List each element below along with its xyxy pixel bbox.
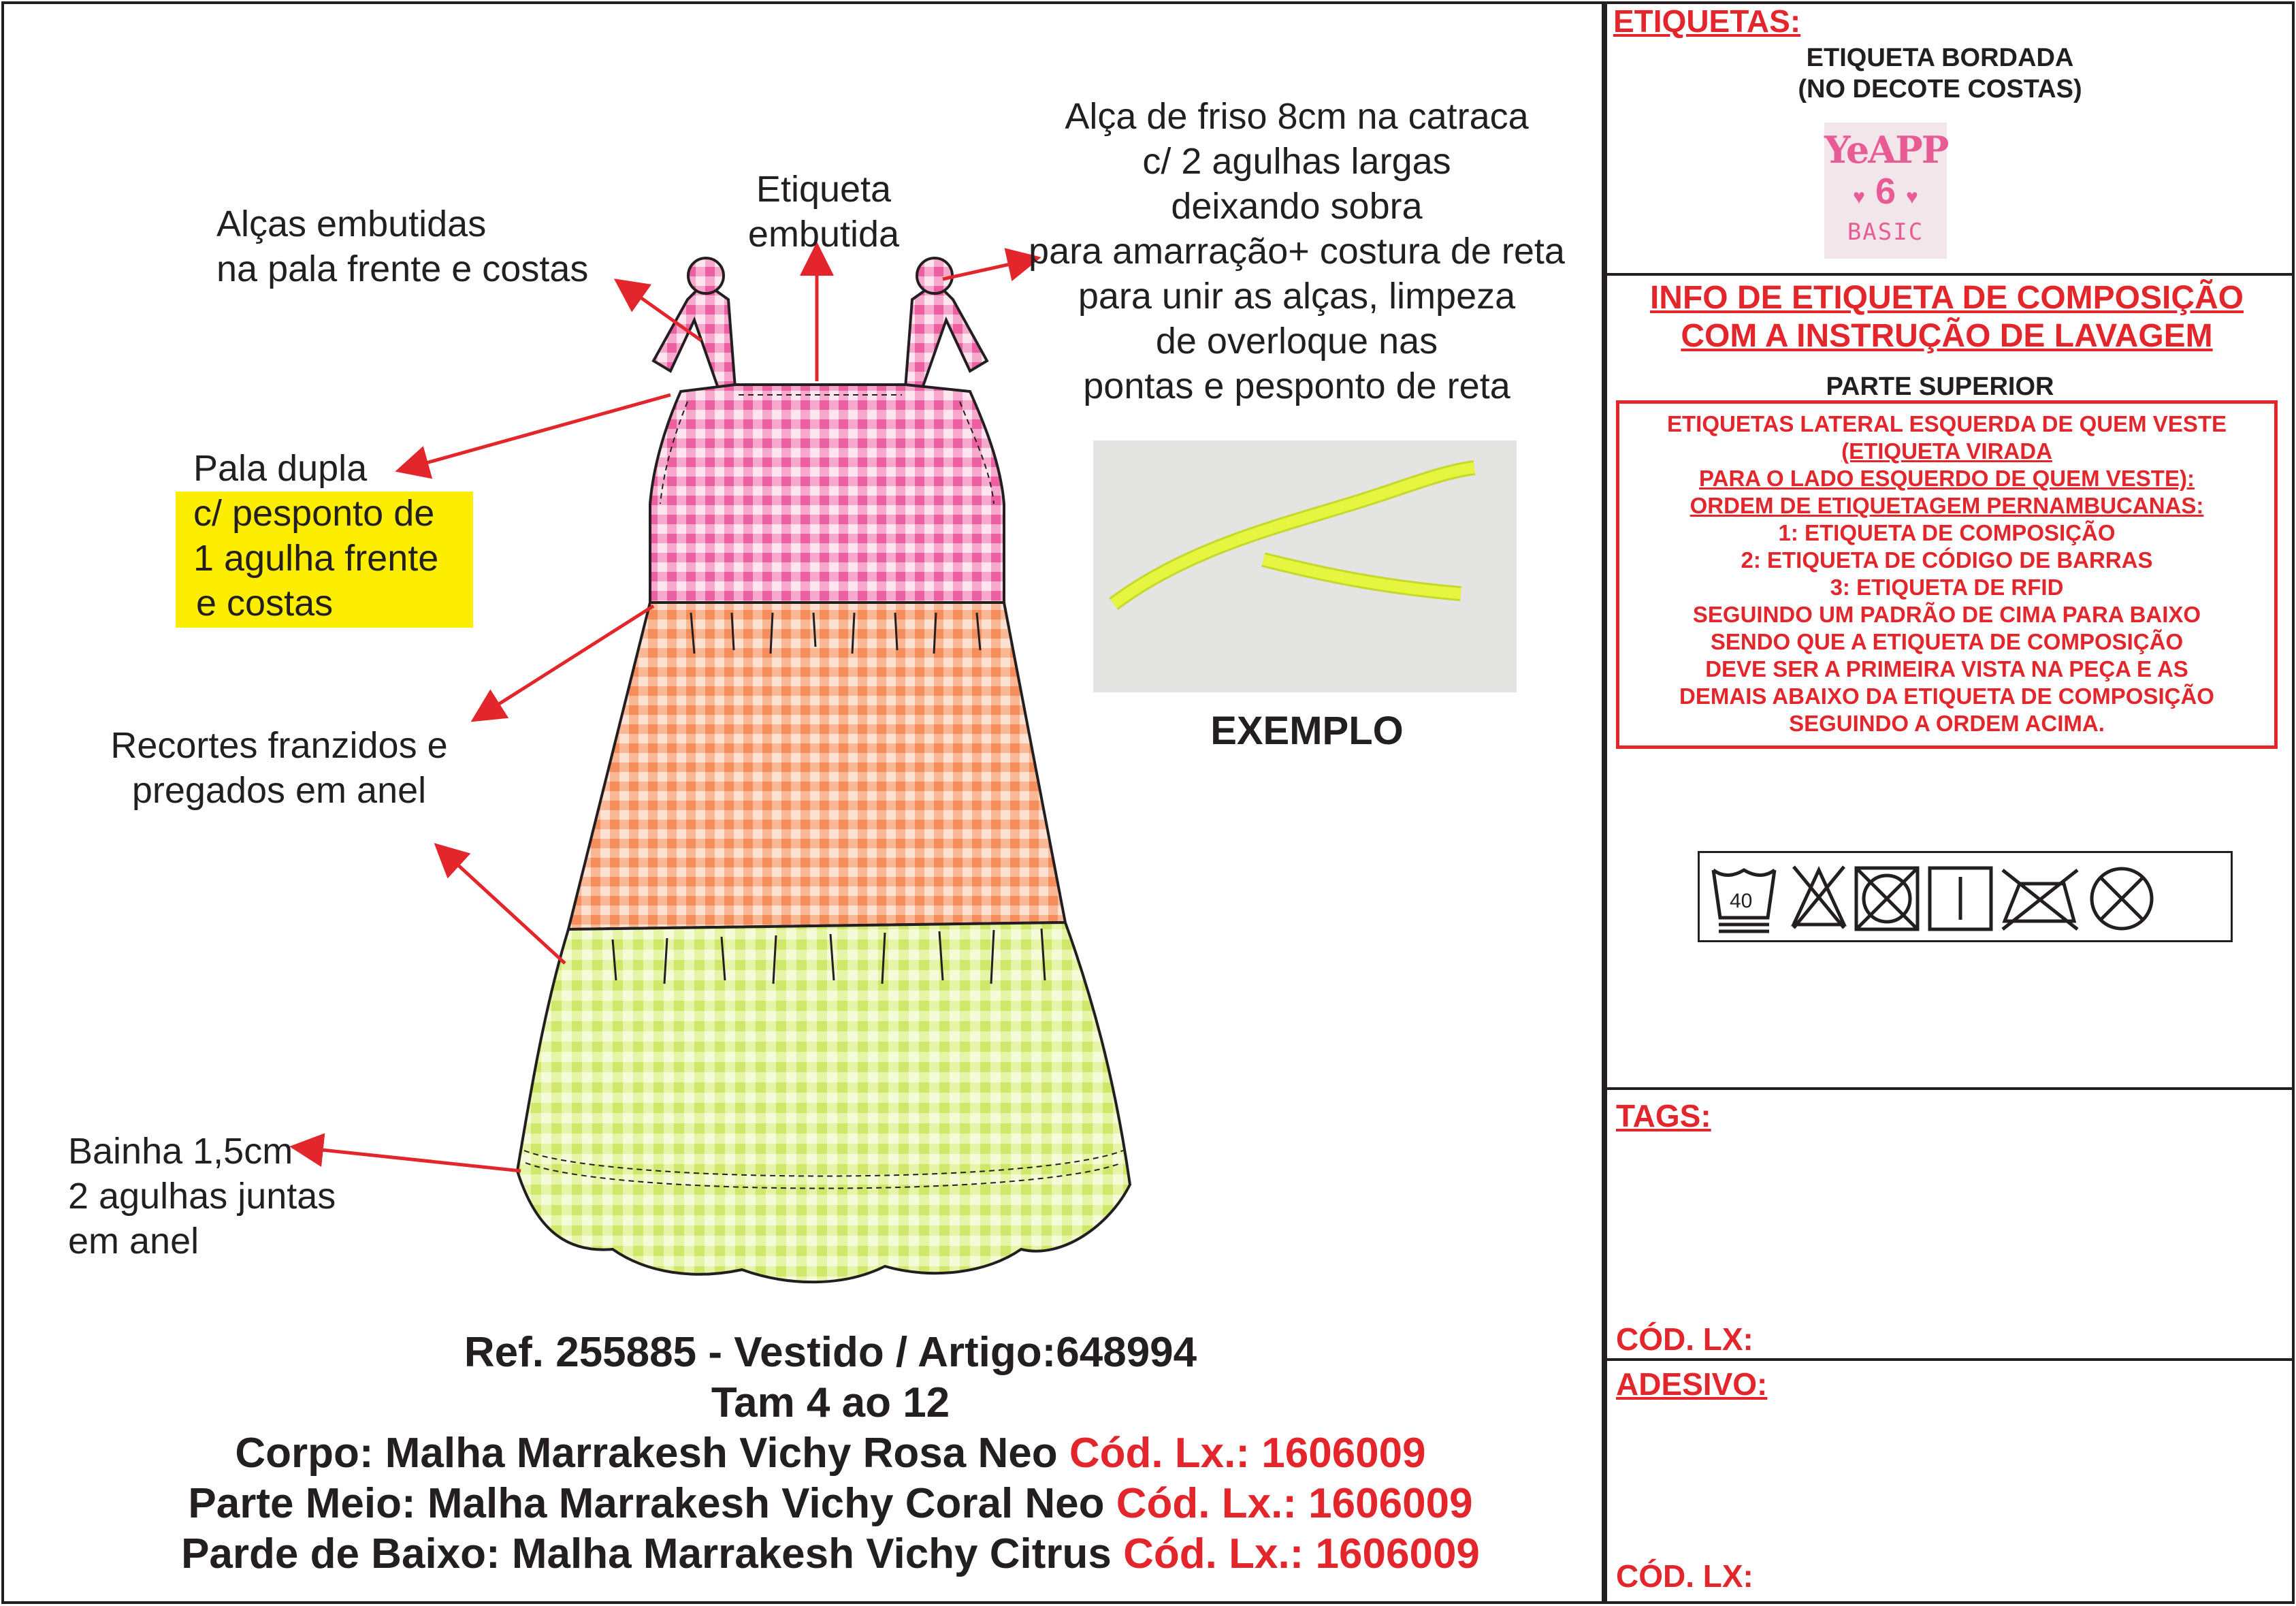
bodice — [650, 385, 1004, 603]
size-line: Tam 4 ao 12 — [711, 1379, 950, 1426]
heart-icon: ♥ — [1853, 186, 1865, 208]
no-dry-clean-icon — [2092, 869, 2152, 929]
composicao-title: INFO DE ETIQUETA DE COMPOSIÇÃO COM A INSTRUÇÃO DE LAVAGEM — [1649, 280, 2244, 354]
heart-icon: ♥ — [1906, 186, 1918, 208]
brand-label-logo — [1824, 123, 1947, 259]
note-etiqueta-embutida: Etiqueta embutida — [747, 169, 900, 255]
divider-composicao — [1606, 1087, 2293, 1090]
adesivo-cod-lx: CÓD. LX: — [1616, 1558, 1753, 1594]
neon-strap-image — [1093, 440, 1517, 692]
tags-title: TAGS: — [1616, 1098, 1711, 1134]
instructions-box: ETIQUETAS LATERAL ESQUERDA DE QUEM VESTE (ETIQUETA VIRADA PARA O LADO ESQUERDO DE QUEM VESTE): ORDEM DE ETIQUETAGEM PERNAMBUCANAS: 1: ETIQUETA DE COMPOSIÇÃO 2: ETIQUETA DE CÓDIGO DE BARRAS 3: ETIQUETA DE RFID SEGUINDO UM PADRÃO DE CIMA PARA BAIXO SENDO QUE A ETIQUETA DE COMPOSIÇÃO DEVE SER A PRIMEIRA VISTA NA PEÇA E AS DEMAIS ABAIXO DA ETIQUETA DE COMPOSIÇÃO SEGUINDO A ORDEM ACIMA. — [1616, 400, 2278, 749]
exemplo-label: EXEMPLO — [1210, 709, 1404, 753]
right-strap — [905, 283, 987, 388]
svg-text:40: 40 — [1730, 890, 1753, 912]
adesivo-title: ADESIVO: — [1616, 1366, 1768, 1402]
strap-example-photo — [1093, 440, 1517, 692]
care-symbols — [1698, 851, 2233, 942]
note-alcas-embutidas: Alças embutidas na pala frente e costas — [216, 204, 589, 289]
arrow-pala — [402, 395, 670, 470]
line-dry-icon — [1930, 868, 1991, 929]
left-strap-knot — [688, 258, 724, 293]
parte-superior: PARTE SUPERIOR — [1826, 372, 2054, 401]
no-iron-icon — [2003, 870, 2077, 929]
reference-block — [82, 1328, 1579, 1579]
middle-tier — [568, 603, 1065, 929]
reference-line: Ref. 255885 - Vestido / Artigo:648994 — [464, 1329, 1197, 1376]
no-bleach-icon — [1794, 867, 1844, 928]
arrow-recortes-lower — [439, 848, 565, 963]
brand-name: YeAPP — [1824, 128, 1948, 172]
divider-tags — [1606, 1358, 2293, 1361]
note-bainha: Bainha 1,5cm 2 agulhas juntas em anel — [68, 1131, 336, 1262]
no-tumble-dry-icon — [1856, 868, 1918, 929]
brand-number: ♥ 6 ♥ — [1853, 171, 1918, 212]
wash-40-icon — [1713, 870, 1775, 931]
care-symbols-svg — [1700, 853, 2231, 940]
side-frame — [1604, 1, 2295, 1604]
fabric-meio: Parte Meio: Malha Marrakesh Vichy Coral Neo Cód. Lx.: 1606009 — [188, 1480, 1473, 1527]
etiquetas-title: ETIQUETAS: — [1613, 3, 1801, 39]
note-recortes: Recortes franzidos e pregados em anel — [110, 725, 448, 811]
right-strap-knot — [917, 258, 952, 293]
bottom-tier — [517, 922, 1130, 1282]
divider-etiquetas — [1606, 273, 2293, 276]
brand-line: BASIC — [1847, 219, 1924, 246]
fabric-baixo: Parde de Baixo: Malha Marrakesh Vichy Citrus Cód. Lx.: 1606009 — [181, 1530, 1480, 1577]
etiqueta-bordada-note: ETIQUETA BORDADA (NO DECOTE COSTAS) — [1798, 44, 2082, 103]
note-pala-dupla: Pala dupla c/ pesponto de 1 agulha frente e costas — [193, 448, 439, 624]
tags-cod-lx: CÓD. LX: — [1616, 1321, 1753, 1357]
note-alca-friso: Alça de friso 8cm na catraca c/ 2 agulhas largas deixando sobra para amarração+ costura de reta para unir as alças, limpeza de overloque nas pontas e pesponto de reta — [1029, 96, 1565, 406]
fabric-corpo: Corpo: Malha Marrakesh Vichy Rosa Neo Cód. Lx.: 1606009 — [235, 1430, 1426, 1477]
